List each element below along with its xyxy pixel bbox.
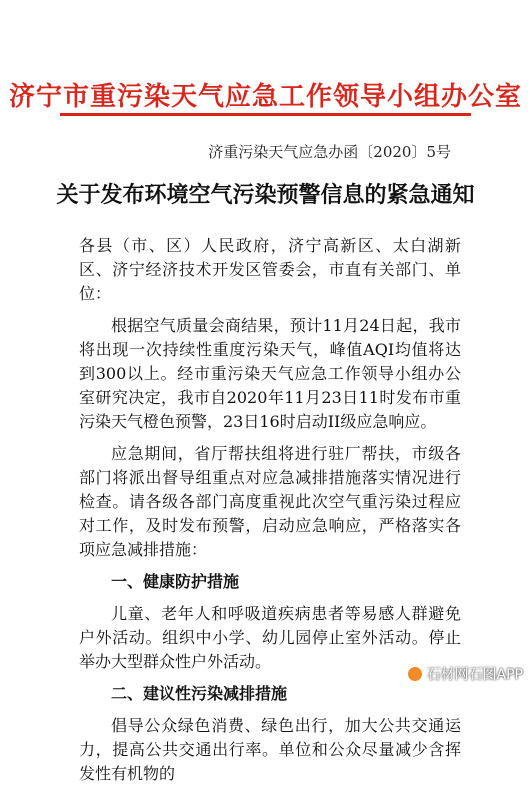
emergency-period-paragraph: 应急期间，省厅帮扶组将进行驻厂帮扶，市级各部门将派出督导组重点对应急减排措施落实情况进行检查。请各级各部门高度重视此次空气重污染过程应对工作，及时发布预警，启动应急响应，严格落实各项应急减排措施： bbox=[79, 444, 461, 559]
document-number: 济重污染天气应急办函〔2020〕5号 bbox=[208, 143, 451, 161]
watermark-text: 石材网石图APP bbox=[426, 667, 523, 683]
section-heading-health-protection: 一、健康防护措施 bbox=[111, 572, 240, 591]
issuing-organization-title: 济宁市重污染天气应急工作领导小组办公室 bbox=[8, 82, 522, 112]
red-header-rule bbox=[60, 113, 471, 116]
document-body bbox=[79, 234, 461, 794]
forecast-paragraph: 根据空气质量会商结果，预计11月24日起，我市将出现一次持续性重度污染天气，峰值AQI均值将达到300以上。经市重污染天气应急工作领导小组办公室研究决定，我市自2020年11月23日11时发布市重污染天气橙色预警，23日16时启动II级应急响应。 bbox=[79, 316, 461, 431]
document-title: 关于发布环境空气污染预警信息的紧急通知 bbox=[56, 183, 475, 208]
health-protection-paragraph: 儿童、老年人和呼吸道疾病患者等易感人群避免户外活动。组织中小学、幼儿园停止室外活动。停止举办大型群众性户外活动。 bbox=[79, 604, 461, 671]
app-watermark bbox=[407, 664, 523, 684]
recipients-paragraph: 各县（市、区）人民政府，济宁高新区、太白湖新区、济宁经济技术开发区管委会，市直有关部门、单位： bbox=[79, 236, 461, 303]
watermark-logo-icon bbox=[407, 666, 423, 682]
section-heading-emission-reduction: 二、建议性污染减排措施 bbox=[111, 684, 288, 703]
emission-reduction-paragraph: 倡导公众绿色消费、绿色出行，加大公共交通运力，提高公共交通出行率。单位和公众尽量减少含挥发性有机物的 bbox=[79, 716, 461, 783]
